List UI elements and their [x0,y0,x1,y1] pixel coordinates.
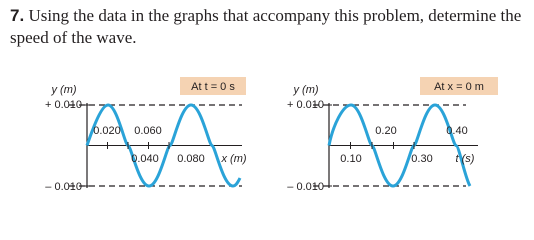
tick-label-040: 0.40 [446,125,468,137]
y-min-label: – 0.010 [287,181,324,193]
tick-label-0080: 0.080 [177,153,205,165]
tick-label-020: 0.20 [375,125,397,137]
problem-number: 7. [10,6,25,25]
tick-label-0040: 0.040 [131,153,159,165]
y-max-label: + 0.010 [286,99,324,111]
time-label: At t = 0 s [191,81,235,93]
tick-label-0020: 0.020 [93,125,121,137]
y-axis-label: y (m) [293,84,319,96]
x-axis-label: x (m) [221,153,247,165]
position-label: At x = 0 m [434,81,484,93]
y-max-label: + 0.010 [44,99,82,111]
tick-label-010: 0.10 [340,153,362,165]
x-axis-label: t (s) [455,153,475,165]
tick-label-0060: 0.060 [134,125,162,137]
problem-text: Using the data in the graphs that accompany this problem, determine the speed of the wave. [10,6,522,47]
tick-label-030: 0.30 [411,153,433,165]
y-min-label: – 0.010 [45,181,82,193]
y-axis-label: y (m) [51,84,77,96]
